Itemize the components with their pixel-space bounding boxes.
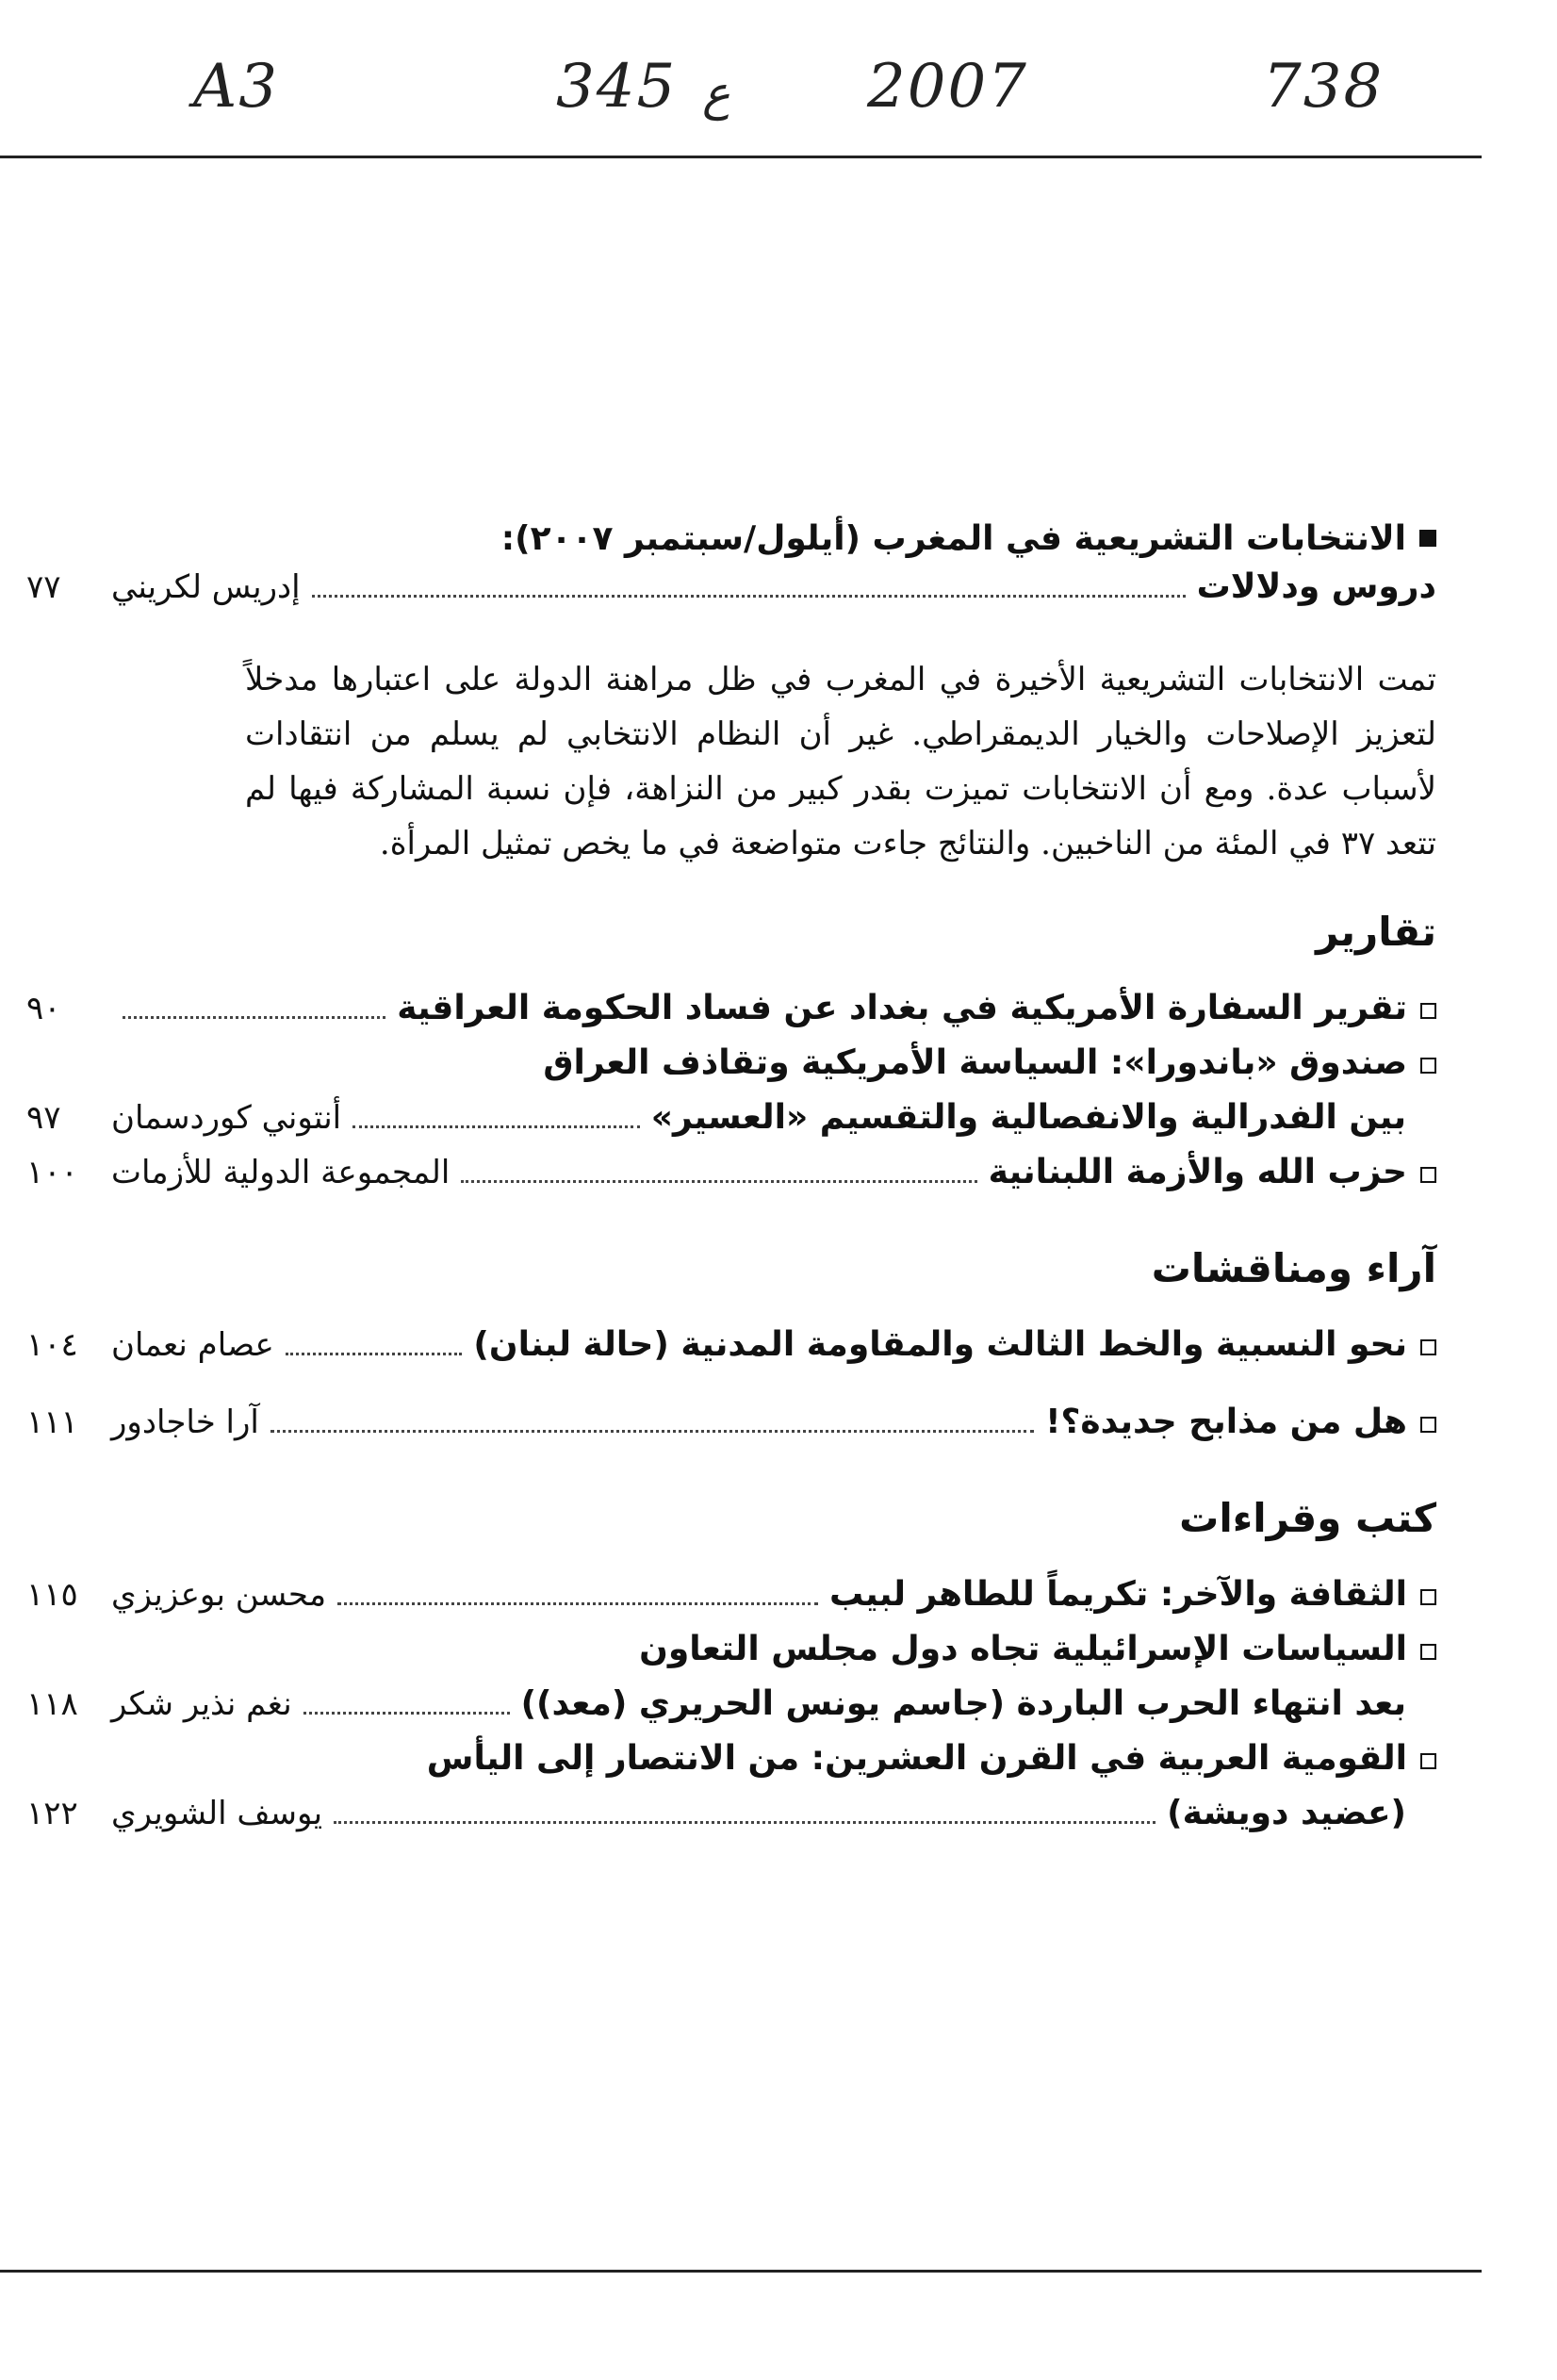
lead-article-abstract: تمت الانتخابات التشريعية الأخيرة في المغرب في ظل مراهنة الدولة على اعتبارها مدخلاً لتعزيز الإصلاحات والخيار الديمقراطي. غير أن النظام الانتخابي لم يسلم من انتقادات لأسباب عدة. ومع أن الانتخابات تميزت بقدر كبير من النزاهة، فإن نسبة المشاركة فيها لم تتعد ٣٧ في المئة من الناخبين. والنتائج جاءت متواضعة في ما يخص تمثيل المرأة. [245, 661, 1436, 862]
open-square-bullet-icon [1420, 1417, 1436, 1433]
entry-title: القومية العربية في القرن العشرين: من الانتصار إلى اليأس [426, 1739, 1407, 1778]
entry-page: ١١٥ [26, 1576, 78, 1614]
entry-page: ١٠٤ [26, 1326, 78, 1364]
handwritten-mark-year: 2007 [867, 52, 1028, 122]
entry-author: يوسف الشويري [111, 1795, 323, 1832]
entry-author: عصام نعمان [111, 1326, 274, 1364]
entry-page: ٩٧ [26, 1099, 61, 1137]
toc-entry-continuation [26, 1794, 1436, 1848]
entry-title: هل من مذابح جديدة؟! [1045, 1403, 1407, 1441]
lead-article-page: ٧٧ [26, 568, 61, 606]
dot-leader [352, 1105, 640, 1128]
toc-entry [26, 1043, 1436, 1098]
entry-author: أنتوني كوردسمان [111, 1099, 342, 1137]
toc-entry [26, 1630, 1436, 1684]
toc-entry [26, 1325, 1436, 1380]
lead-article-author: إدريس لكريني [111, 568, 301, 606]
dot-leader [461, 1159, 976, 1183]
lead-article-subtitle: دروس ودلالات [1196, 567, 1436, 606]
dot-leader [312, 574, 1186, 598]
entry-page: ١٠٠ [26, 1154, 78, 1191]
bottom-rule [0, 2270, 1482, 2273]
entry-title: حزب الله والأزمة اللبنانية [988, 1153, 1407, 1191]
table-of-contents [26, 509, 1436, 1848]
entry-author: نغم نذير شكر [111, 1685, 292, 1723]
entry-title: نحو النسبية والخط الثالث والمقاومة المدنية (حالة لبنان) [473, 1325, 1407, 1364]
toc-entry [26, 1153, 1436, 1207]
entry-page: ٩٠ [26, 990, 61, 1027]
dot-leader [303, 1691, 510, 1715]
handwritten-mark-ain: ع [702, 66, 730, 121]
entry-author: آرا خاجادور [111, 1403, 259, 1441]
entry-title: السياسات الإسرائيلية تجاه دول مجلس التعاون [639, 1630, 1407, 1668]
toc-entry [26, 989, 1436, 1043]
entry-page: ١٢٢ [26, 1795, 78, 1832]
handwritten-mark-345: 345 [556, 52, 678, 122]
filled-square-bullet-icon [1419, 530, 1436, 547]
open-square-bullet-icon [1420, 1644, 1436, 1660]
entry-title: الثقافة والآخر: تكريماً للطاهر لبيب [829, 1575, 1407, 1614]
dot-leader [334, 1800, 1155, 1824]
open-square-bullet-icon [1420, 1003, 1436, 1019]
lead-article-title-row [26, 509, 1436, 567]
open-square-bullet-icon [1420, 1339, 1436, 1355]
section-heading-books: كتب وقراءات [1179, 1495, 1436, 1541]
dot-leader [270, 1409, 1034, 1433]
dot-leader [286, 1332, 463, 1355]
open-square-bullet-icon [1420, 1167, 1436, 1183]
entry-author: محسن بوعزيزي [111, 1576, 327, 1614]
handwritten-mark-738: 738 [1263, 52, 1385, 122]
entry-title-continued: بعد انتهاء الحرب الباردة (جاسم يونس الحريري (معد)) [520, 1684, 1406, 1723]
toc-entry-continuation [26, 1684, 1436, 1739]
toc-entry [26, 1739, 1436, 1794]
entry-author: المجموعة الدولية للأزمات [111, 1154, 451, 1191]
open-square-bullet-icon [1420, 1058, 1436, 1074]
section-heading-reports: تقارير [1316, 909, 1436, 955]
section-heading-opinions: آراء ومناقشات [1151, 1245, 1436, 1291]
entry-page: ١١١ [26, 1403, 78, 1441]
top-rule [0, 156, 1482, 158]
entry-title-continued: (عضيد دويشة) [1167, 1794, 1406, 1832]
entry-title-continued: بين الفدرالية والانفصالية والتقسيم «العسير» [650, 1098, 1406, 1137]
toc-entry [26, 1403, 1436, 1457]
dot-leader [123, 995, 385, 1019]
toc-entry [26, 1575, 1436, 1630]
open-square-bullet-icon [1420, 1589, 1436, 1605]
handwritten-mark-a3: A3 [193, 52, 279, 122]
entry-page: ١١٨ [26, 1685, 78, 1723]
toc-entry-continuation [26, 1098, 1436, 1153]
lead-article-title: الانتخابات التشريعية في المغرب (أيلول/سبتمبر ٢٠٠٧): [500, 518, 1406, 558]
dot-leader [337, 1582, 818, 1605]
open-square-bullet-icon [1420, 1753, 1436, 1769]
entry-title: صندوق «باندورا»: السياسة الأمريكية وتقاذف العراق [543, 1043, 1407, 1082]
entry-title: تقرير السفارة الأمريكية في بغداد عن فساد الحكومة العراقية [397, 989, 1407, 1027]
lead-article-entry [26, 567, 1436, 622]
